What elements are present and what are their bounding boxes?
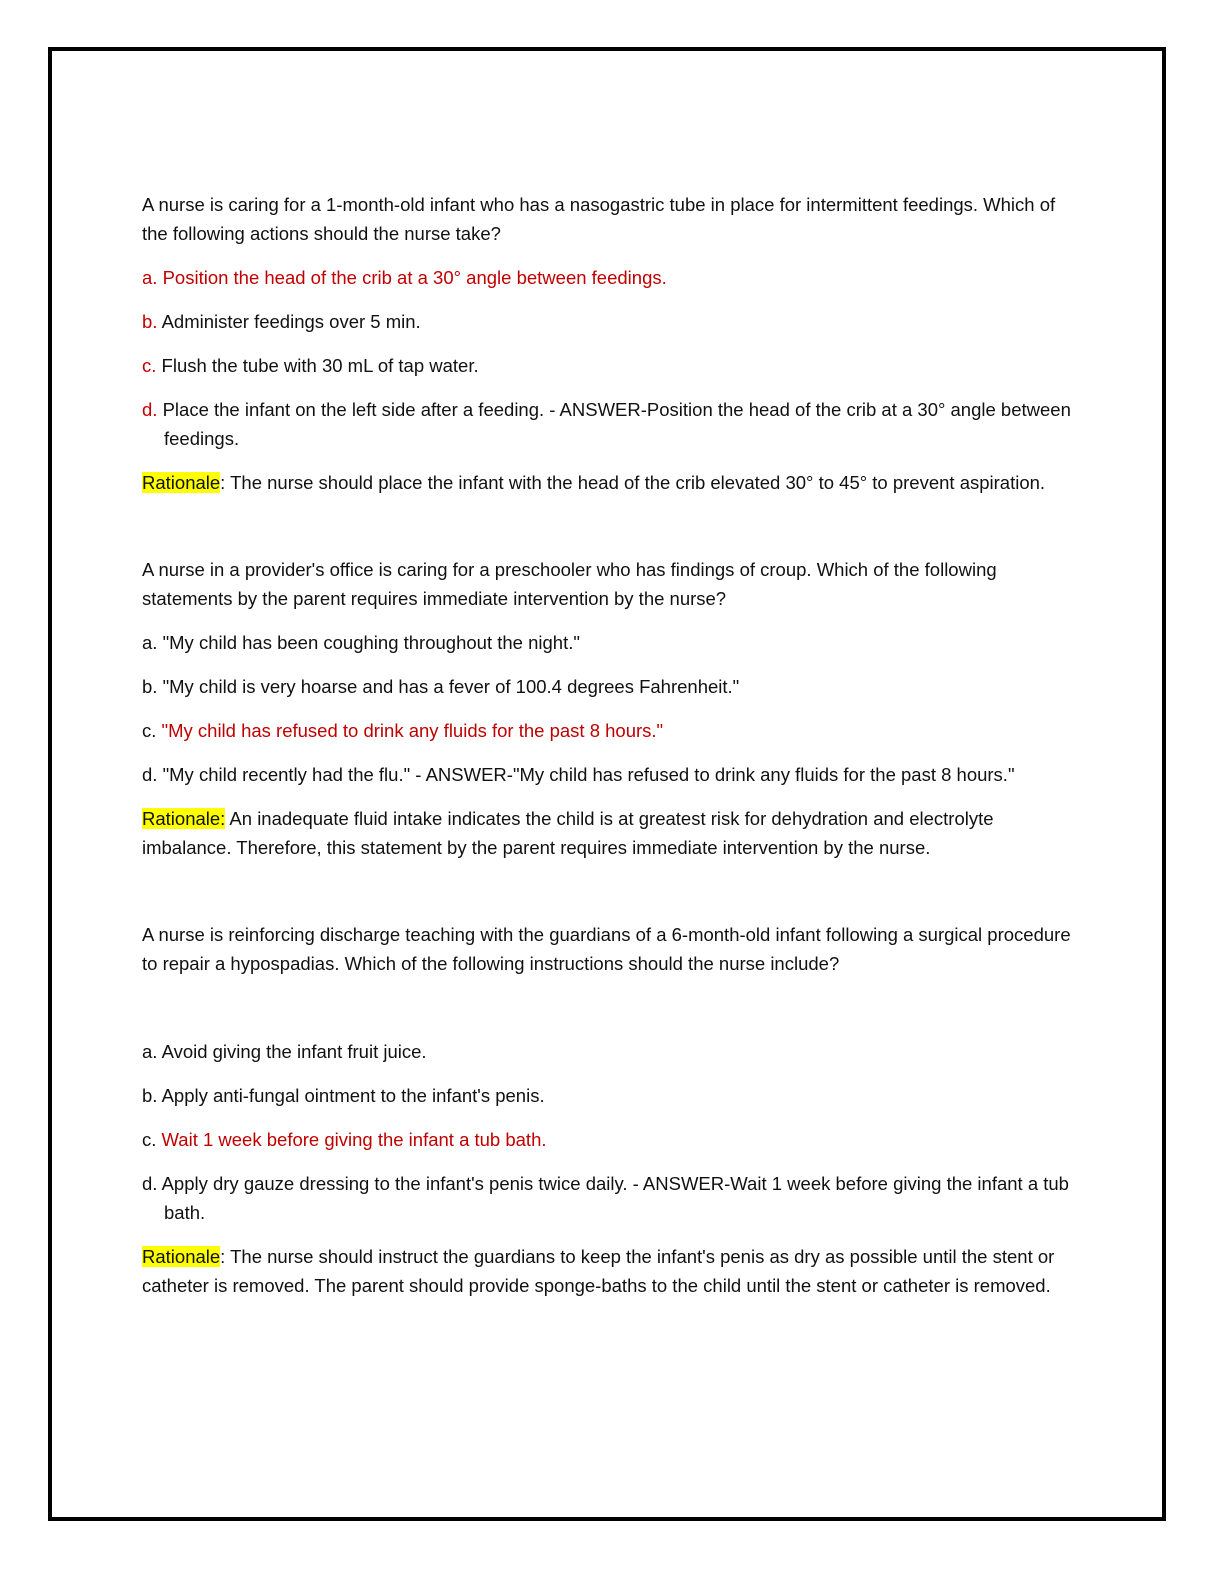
rationale-text: The nurse should place the infant with the head of the crib elevated 30° to 45° to prevent aspiration. (225, 472, 1046, 493)
rationale (142, 804, 1072, 862)
spacer (142, 993, 1072, 1037)
rationale-separator: : (220, 1246, 226, 1267)
option-text: "My child recently had the flu." - ANSWER-"My child has refused to drink any fluids for the past 8 hours." (162, 764, 1015, 785)
option-text: "My child has refused to drink any fluids for the past 8 hours." (161, 720, 664, 741)
option-d (142, 1169, 1072, 1227)
rationale-separator: : (220, 472, 226, 493)
spacer (142, 497, 1072, 555)
option-letter: d. (142, 1173, 158, 1194)
question-stem: A nurse is caring for a 1-month-old infant who has a nasogastric tube in place for intermittent feedings. Which of the following actions should the nurse take? (142, 194, 1056, 244)
option-letter: b. (142, 311, 158, 332)
option-c (142, 351, 1072, 380)
rationale-label: Rationale: (142, 808, 226, 829)
option-letter: c. (142, 1129, 157, 1150)
option-text: Place the infant on the left side after a feeding. - ANSWER-Position the head of the crib at a 30° angle between feedings. (162, 399, 1071, 449)
rationale (142, 468, 1072, 497)
option-b (142, 307, 1072, 336)
option-letter: b. (142, 1085, 158, 1106)
spacer (142, 862, 1072, 920)
rationale (142, 1242, 1072, 1300)
question-3 (142, 920, 1072, 1300)
option-a (142, 1037, 1072, 1066)
question-stem: A nurse in a provider's office is caring for a preschooler who has findings of croup. Which of the following statements by the parent requires immediate intervention by the nurse? (142, 559, 997, 609)
rationale-text: An inadequate fluid intake indicates the child is at greatest risk for dehydration and electrolyte imbalance. Therefore, this statement by the parent requires immediate intervention by the nurse. (142, 808, 994, 858)
option-text: Administer feedings over 5 min. (161, 311, 421, 332)
option-letter: d. (142, 764, 158, 785)
option-text: Avoid giving the infant fruit juice. (161, 1041, 427, 1062)
option-letter: b. (142, 676, 158, 697)
document-body (142, 190, 1072, 1300)
rationale-label: Rationale (142, 1246, 221, 1267)
option-text: "My child has been coughing throughout the night." (162, 632, 580, 653)
option-letter: d. (142, 399, 158, 420)
option-b (142, 672, 1072, 701)
option-letter: a. (142, 1041, 158, 1062)
option-d (142, 760, 1072, 789)
option-a (142, 628, 1072, 657)
question-2 (142, 555, 1072, 862)
option-c (142, 1125, 1072, 1154)
option-text: "My child is very hoarse and has a fever of 100.4 degrees Fahrenheit." (162, 676, 740, 697)
option-letter: a. (142, 267, 158, 288)
option-text: Apply dry gauze dressing to the infant's penis twice daily. - ANSWER-Wait 1 week before giving the infant a tub bath. (161, 1173, 1069, 1223)
option-d (142, 395, 1072, 453)
question-stem: A nurse is reinforcing discharge teaching with the guardians of a 6-month-old infant following a surgical procedure to repair a hypospadias. Which of the following instructions should the nurse include? (142, 924, 1071, 974)
option-letter: c. (142, 720, 157, 741)
option-text: Wait 1 week before giving the infant a tub bath. (161, 1129, 547, 1150)
option-a (142, 263, 1072, 292)
question-1 (142, 190, 1072, 497)
option-b (142, 1081, 1072, 1110)
option-letter: a. (142, 632, 158, 653)
option-text: Apply anti-fungal ointment to the infant's penis. (161, 1085, 545, 1106)
option-text: Flush the tube with 30 mL of tap water. (161, 355, 479, 376)
option-c (142, 716, 1072, 745)
option-letter: c. (142, 355, 157, 376)
rationale-text: The nurse should instruct the guardians to keep the infant's penis as dry as possible until the stent or catheter is removed. The parent should provide sponge-baths to the child until the stent or catheter is removed. (142, 1246, 1055, 1296)
rationale-label: Rationale (142, 472, 221, 493)
option-text: Position the head of the crib at a 30° angle between feedings. (162, 267, 667, 288)
